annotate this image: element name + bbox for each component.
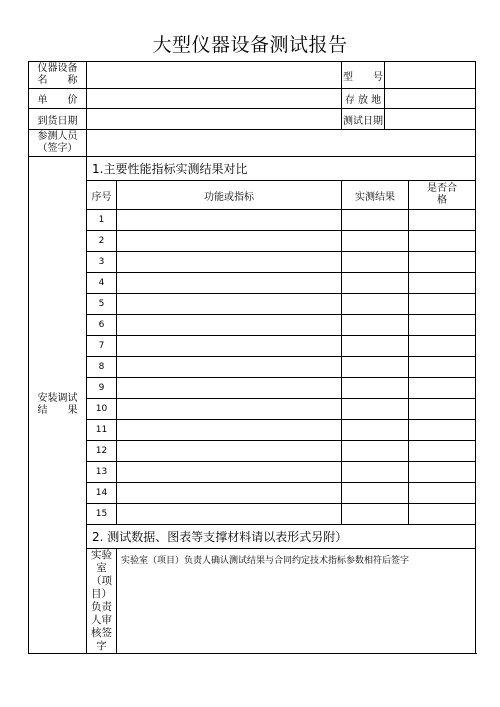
qualified-cell[interactable] xyxy=(409,483,476,504)
qualified-cell[interactable] xyxy=(409,441,476,462)
table-row xyxy=(29,315,476,336)
row-number: 13 xyxy=(87,462,117,483)
col-qualified-header: 是否合 格 xyxy=(409,181,476,210)
measured-cell[interactable] xyxy=(342,399,409,420)
table-row xyxy=(29,441,476,462)
equipment-name-field[interactable] xyxy=(87,62,342,89)
function-cell[interactable] xyxy=(117,441,342,462)
unit-price-label: 单 价 xyxy=(29,89,87,109)
table-row xyxy=(29,294,476,315)
col-measured-header: 实测结果 xyxy=(342,181,409,210)
measured-cell[interactable] xyxy=(342,231,409,252)
test-date-label: 测试日期 xyxy=(342,109,385,130)
row-number: 11 xyxy=(87,420,117,441)
function-cell[interactable] xyxy=(117,399,342,420)
qualified-cell[interactable] xyxy=(409,231,476,252)
function-cell[interactable] xyxy=(117,483,342,504)
participants-label: 参测人员 （签字） xyxy=(29,130,87,157)
table-row xyxy=(29,252,476,273)
measured-cell[interactable] xyxy=(342,273,409,294)
row-number: 5 xyxy=(87,294,117,315)
qualified-cell[interactable] xyxy=(409,504,476,525)
participants-field[interactable] xyxy=(87,130,476,157)
table-row xyxy=(29,378,476,399)
row-number: 1 xyxy=(87,210,117,231)
table-row xyxy=(29,231,476,252)
row-number: 14 xyxy=(87,483,117,504)
function-cell[interactable] xyxy=(117,231,342,252)
qualified-cell[interactable] xyxy=(409,378,476,399)
row-lab-signature xyxy=(29,549,476,654)
measured-cell[interactable] xyxy=(342,483,409,504)
row-number: 12 xyxy=(87,441,117,462)
row-number: 9 xyxy=(87,378,117,399)
unit-price-field[interactable] xyxy=(87,89,342,109)
qualified-cell[interactable] xyxy=(409,315,476,336)
location-field[interactable] xyxy=(385,89,476,109)
section1-heading: 1.主要性能指标实测结果对比 xyxy=(87,157,476,181)
function-cell[interactable] xyxy=(117,462,342,483)
measured-cell[interactable] xyxy=(342,315,409,336)
measured-cell[interactable] xyxy=(342,252,409,273)
qualified-cell[interactable] xyxy=(409,399,476,420)
row-number: 15 xyxy=(87,504,117,525)
qualified-cell[interactable] xyxy=(409,462,476,483)
row-dates xyxy=(29,109,476,130)
col-function-header: 功能或指标 xyxy=(117,181,342,210)
function-cell[interactable] xyxy=(117,252,342,273)
row-equipment-name xyxy=(29,62,476,89)
table-row xyxy=(29,483,476,504)
qualified-cell[interactable] xyxy=(409,273,476,294)
model-field[interactable] xyxy=(385,62,476,89)
table-row xyxy=(29,420,476,441)
function-cell[interactable] xyxy=(117,273,342,294)
function-cell[interactable] xyxy=(117,420,342,441)
location-label: 存 放 地 xyxy=(342,89,385,109)
row-number: 7 xyxy=(87,336,117,357)
function-cell[interactable] xyxy=(117,294,342,315)
equipment-name-label: 仪器设备 名 称 xyxy=(29,62,87,89)
function-cell[interactable] xyxy=(117,504,342,525)
qualified-cell[interactable] xyxy=(409,294,476,315)
function-cell[interactable] xyxy=(117,357,342,378)
measured-cell[interactable] xyxy=(342,210,409,231)
measured-cell[interactable] xyxy=(342,462,409,483)
row-number: 6 xyxy=(87,315,117,336)
col-seq-header: 序号 xyxy=(87,181,117,210)
measured-cell[interactable] xyxy=(342,357,409,378)
row-section1 xyxy=(29,157,476,181)
qualified-cell[interactable] xyxy=(409,420,476,441)
row-number: 10 xyxy=(87,399,117,420)
lab-signature-label: 实验室 （项目） 负责人审 核签字 xyxy=(87,549,117,654)
measured-cell[interactable] xyxy=(342,294,409,315)
qualified-cell[interactable] xyxy=(409,336,476,357)
table-row xyxy=(29,399,476,420)
measured-cell[interactable] xyxy=(342,420,409,441)
row-number: 8 xyxy=(87,357,117,378)
section2-heading: 2. 测试数据、图表等支撑材料请以表形式另附） xyxy=(87,525,476,549)
qualified-cell[interactable] xyxy=(409,357,476,378)
table-row xyxy=(29,462,476,483)
function-cell[interactable] xyxy=(117,210,342,231)
table-row xyxy=(29,336,476,357)
table-row xyxy=(29,357,476,378)
function-cell[interactable] xyxy=(117,336,342,357)
row-number: 4 xyxy=(87,273,117,294)
measured-cell[interactable] xyxy=(342,336,409,357)
row-column-headers xyxy=(29,181,476,210)
arrival-date-field[interactable] xyxy=(87,109,342,130)
measured-cell[interactable] xyxy=(342,441,409,462)
row-number: 2 xyxy=(87,231,117,252)
table-row xyxy=(29,273,476,294)
test-date-field[interactable] xyxy=(385,109,476,130)
function-cell[interactable] xyxy=(117,315,342,336)
install-result-label: 安装调试 结 果 xyxy=(29,157,87,654)
row-participants xyxy=(29,130,476,157)
lab-signature-note[interactable]: 实验室（项目）负责人确认测试结果与合同约定技术指标参数相符后签字 xyxy=(117,549,476,654)
row-number: 3 xyxy=(87,252,117,273)
qualified-cell[interactable] xyxy=(409,210,476,231)
table-row xyxy=(29,504,476,525)
qualified-cell[interactable] xyxy=(409,252,476,273)
model-label: 型 号 xyxy=(342,62,385,89)
row-unit-price xyxy=(29,89,476,109)
arrival-date-label: 到货日期 xyxy=(29,109,87,130)
row-section2 xyxy=(29,525,476,549)
table-row xyxy=(29,210,476,231)
report-title: 大型仪器设备测试报告 xyxy=(152,34,348,56)
function-cell[interactable] xyxy=(117,378,342,399)
report-table xyxy=(28,61,476,654)
measured-cell[interactable] xyxy=(342,378,409,399)
measured-cell[interactable] xyxy=(342,504,409,525)
